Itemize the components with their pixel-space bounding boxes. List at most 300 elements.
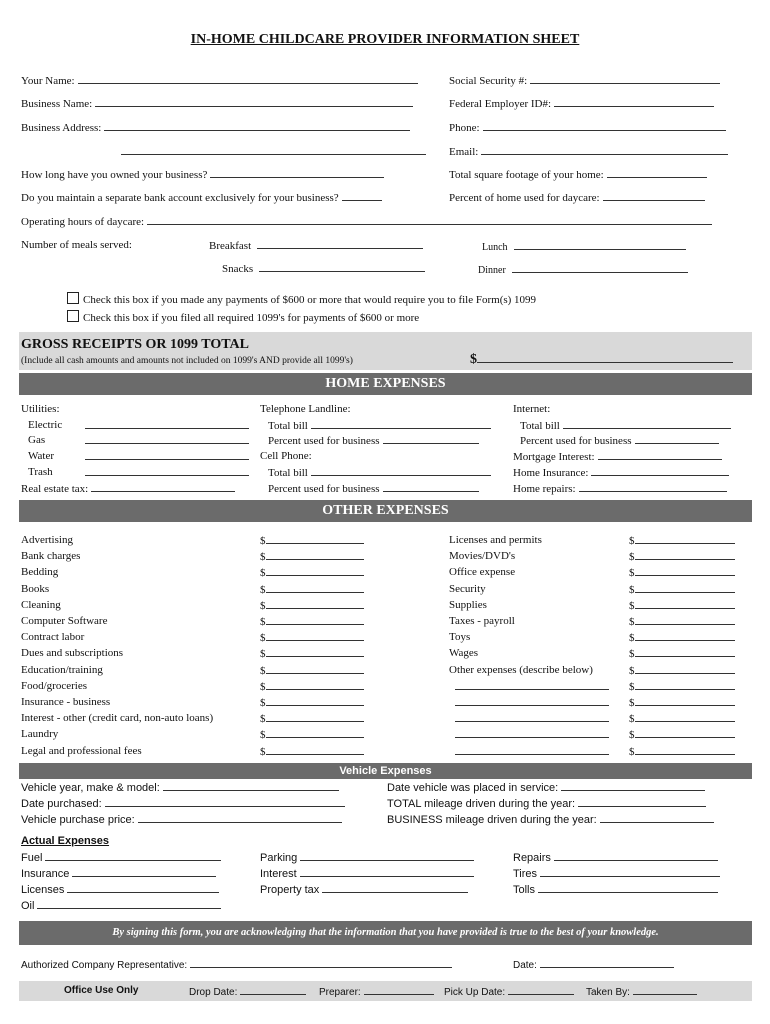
property-tax-row bbox=[260, 883, 468, 896]
other-expense-left-row bbox=[21, 615, 107, 627]
electric-label: Electric bbox=[28, 419, 63, 431]
phone-row bbox=[449, 121, 726, 134]
dollar-sign: $ bbox=[260, 729, 266, 741]
other-expense-left-amount-row bbox=[260, 615, 364, 628]
trash-label: Trash bbox=[28, 466, 53, 478]
other-expense-right-amount-row bbox=[629, 745, 735, 758]
cell-total-field[interactable] bbox=[311, 466, 491, 476]
other-expense-right-label: Wages bbox=[449, 647, 479, 659]
breakfast-label: Breakfast bbox=[209, 240, 252, 252]
taken-by-row bbox=[586, 985, 697, 998]
mortgage-interest-row bbox=[513, 450, 722, 463]
other-expense-left-amount[interactable] bbox=[266, 728, 364, 738]
sign-date-label: Date: bbox=[513, 960, 537, 971]
year-make-model-row bbox=[21, 781, 339, 794]
other-expense-right-label: Taxes - payroll bbox=[449, 615, 515, 627]
gross-receipts-title: GROSS RECEIPTS OR 1099 TOTAL bbox=[21, 337, 249, 352]
other-expense-right-amount[interactable] bbox=[635, 728, 735, 738]
phone-field[interactable] bbox=[483, 121, 726, 131]
drop-date-row bbox=[189, 985, 306, 998]
other-expense-right-amount-row bbox=[629, 664, 735, 677]
cell-percent-row bbox=[268, 482, 479, 495]
other-expense-left-row bbox=[21, 664, 103, 676]
home-insurance-label: Home Insurance: bbox=[513, 467, 589, 479]
other-expense-left-amount[interactable] bbox=[266, 647, 364, 657]
other-expense-right-amount[interactable] bbox=[635, 599, 735, 609]
other-expense-right-row bbox=[449, 534, 542, 546]
home-repairs-label: Home repairs: bbox=[513, 483, 576, 495]
other-expense-right-label: Security bbox=[449, 583, 486, 595]
total-mileage-field[interactable] bbox=[578, 797, 706, 807]
home-insurance-row bbox=[513, 466, 729, 479]
landline-percent-row bbox=[268, 434, 479, 447]
other-expense-right-amount-row bbox=[629, 583, 735, 596]
tolls-field[interactable] bbox=[538, 883, 718, 893]
separate-account-field[interactable] bbox=[342, 191, 382, 201]
other-expense-left-row bbox=[21, 647, 123, 659]
other-expense-right-label: Supplies bbox=[449, 599, 487, 611]
gas-field[interactable] bbox=[85, 434, 249, 444]
parking-row bbox=[260, 851, 474, 864]
other-expense-left-row bbox=[21, 696, 110, 708]
cell-total-row bbox=[268, 466, 491, 479]
business-mileage-label: BUSINESS mileage driven during the year: bbox=[387, 814, 597, 826]
home-expenses-header: HOME EXPENSES bbox=[19, 373, 752, 395]
tel-landline-label: Telephone Landline: bbox=[260, 403, 351, 415]
business-address-line2 bbox=[118, 145, 426, 158]
other-expense-left-label: Interest - other (credit card, non-auto loans) bbox=[21, 712, 214, 724]
trash-field[interactable] bbox=[85, 466, 249, 476]
other-expense-left-amount[interactable] bbox=[266, 615, 364, 625]
other-expense-right-amount-row bbox=[629, 599, 735, 612]
year-make-model-field[interactable] bbox=[163, 781, 339, 791]
other-expense-right-amount-row bbox=[629, 615, 735, 628]
fuel-row bbox=[21, 851, 221, 864]
other-expense-right-row bbox=[449, 615, 515, 627]
oil-row bbox=[21, 899, 221, 912]
business-mileage-row bbox=[387, 813, 714, 826]
internet-total-label: Total bill bbox=[520, 420, 560, 432]
pickup-date-row bbox=[444, 985, 574, 998]
other-expense-left-row bbox=[21, 631, 84, 643]
other-expense-left-label: Books bbox=[21, 583, 50, 595]
cell-phone-label: Cell Phone: bbox=[260, 450, 312, 462]
trash-field-wrap bbox=[82, 466, 249, 479]
gas-field-wrap bbox=[82, 434, 249, 447]
licenses-row bbox=[21, 883, 219, 896]
other-expense-describe-field[interactable] bbox=[455, 696, 609, 706]
business-address-field-2[interactable] bbox=[121, 145, 426, 155]
separate-account-label: Do you maintain a separate bank account exclusively for your business? bbox=[21, 192, 339, 204]
dollar-sign: $ bbox=[260, 681, 266, 693]
tires-label: Tires bbox=[513, 868, 538, 880]
checkbox-1099-required[interactable] bbox=[67, 292, 79, 304]
percent-home-field[interactable] bbox=[603, 191, 705, 201]
sign-date-row bbox=[513, 958, 674, 971]
your-name-label: Your Name: bbox=[21, 75, 75, 87]
dollar-sign: $ bbox=[629, 632, 635, 644]
other-expense-left-amount-row bbox=[260, 550, 364, 563]
other-expense-right-amount[interactable] bbox=[635, 696, 735, 706]
fein-row bbox=[449, 97, 714, 110]
other-expense-right-label: Toys bbox=[449, 631, 471, 643]
dollar-sign: $ bbox=[260, 616, 266, 628]
dollar-sign: $ bbox=[260, 713, 266, 725]
home-repairs-row bbox=[513, 482, 727, 495]
other-expense-right-amount-row bbox=[629, 647, 735, 660]
other-expense-left-amount-row bbox=[260, 631, 364, 644]
real-estate-tax-row bbox=[21, 482, 235, 495]
total-mileage-row bbox=[387, 797, 706, 810]
dollar-sign: $ bbox=[260, 746, 266, 758]
business-address-row bbox=[21, 121, 410, 134]
taken-by-field[interactable] bbox=[633, 985, 697, 995]
other-expense-left-label: Advertising bbox=[21, 534, 73, 546]
other-expense-right-label: Licenses and permits bbox=[449, 534, 542, 546]
dollar-sign: $ bbox=[629, 681, 635, 693]
real-estate-tax-label: Real estate tax: bbox=[21, 483, 89, 495]
fuel-label: Fuel bbox=[21, 852, 43, 864]
dollar-sign: $ bbox=[629, 729, 635, 741]
date-in-service-row bbox=[387, 781, 705, 794]
breakfast-field[interactable] bbox=[257, 239, 423, 249]
other-expense-right-amount[interactable] bbox=[635, 534, 735, 544]
dollar-sign: $ bbox=[629, 648, 635, 660]
other-expense-left-amount[interactable] bbox=[266, 550, 364, 560]
electric-field[interactable] bbox=[85, 419, 249, 429]
sign-date-field[interactable] bbox=[540, 958, 674, 968]
business-mileage-field[interactable] bbox=[600, 813, 714, 823]
date-in-service-field[interactable] bbox=[561, 781, 705, 791]
dollar-sign: $ bbox=[629, 535, 635, 547]
insurance-label: Insurance bbox=[21, 868, 70, 880]
dinner-field[interactable] bbox=[512, 263, 688, 273]
internet-percent-label: Percent used for business bbox=[520, 435, 632, 447]
dollar-sign: $ bbox=[260, 632, 266, 644]
other-expense-left-label: Computer Software bbox=[21, 615, 108, 627]
pickup-date-label: Pick Up Date: bbox=[444, 987, 506, 998]
other-expense-left-amount[interactable] bbox=[266, 745, 364, 755]
other-expense-describe-row bbox=[455, 712, 609, 725]
years-owned-field[interactable] bbox=[210, 168, 384, 178]
other-expense-left-amount-row bbox=[260, 647, 364, 660]
vehicle-expenses-header: Vehicle Expenses bbox=[19, 763, 752, 779]
other-expense-right-amount-row bbox=[629, 712, 735, 725]
dollar-sign: $ bbox=[629, 616, 635, 628]
interest-row bbox=[260, 867, 474, 880]
sqft-label: Total square footage of your home: bbox=[449, 169, 604, 181]
fuel-field[interactable] bbox=[45, 851, 221, 861]
your-name-row bbox=[21, 74, 418, 87]
cell-total-label: Total bill bbox=[268, 467, 308, 479]
other-expense-right-amount[interactable] bbox=[635, 566, 735, 576]
lunch-row bbox=[482, 240, 686, 253]
years-owned-label: How long have you owned your business? bbox=[21, 169, 208, 181]
ssn-row bbox=[449, 74, 720, 87]
other-expense-left-amount[interactable] bbox=[266, 631, 364, 641]
other-expense-left-row bbox=[21, 680, 87, 692]
other-expense-describe-row bbox=[455, 745, 609, 758]
checkbox-1099-required-label: Check this box if you made any payments of $600 or more that would require you to file Form(s) 1099 bbox=[83, 294, 537, 306]
business-name-label: Business Name: bbox=[21, 98, 93, 110]
dinner-label: Dinner bbox=[478, 265, 506, 276]
separate-account-row bbox=[21, 191, 382, 204]
lunch-label: Lunch bbox=[482, 242, 508, 253]
other-expense-left-row bbox=[21, 745, 142, 757]
home-repairs-field[interactable] bbox=[579, 482, 727, 492]
tires-field[interactable] bbox=[540, 867, 720, 877]
rep-signature-field[interactable] bbox=[190, 958, 452, 968]
cell-percent-label: Percent used for business bbox=[268, 483, 380, 495]
year-make-model-label: Vehicle year, make & model: bbox=[21, 782, 160, 794]
email-field[interactable] bbox=[481, 145, 728, 155]
internet-total-row bbox=[520, 419, 731, 432]
other-expense-left-row bbox=[21, 712, 213, 724]
other-expense-describe-field[interactable] bbox=[455, 680, 609, 690]
other-expense-describe-row bbox=[455, 696, 609, 709]
other-expense-right-amount[interactable] bbox=[635, 664, 735, 674]
other-expense-right-amount[interactable] bbox=[635, 712, 735, 722]
internet-percent-field[interactable] bbox=[635, 434, 719, 444]
oil-field[interactable] bbox=[37, 899, 221, 909]
operating-hours-row bbox=[21, 215, 712, 228]
gross-receipts-field[interactable] bbox=[477, 352, 733, 363]
home-insurance-field[interactable] bbox=[591, 466, 729, 476]
meals-label: Number of meals served: bbox=[21, 239, 132, 251]
gross-receipts-amount-row bbox=[470, 352, 733, 368]
other-expense-right-amount[interactable] bbox=[635, 583, 735, 593]
email-label: Email: bbox=[449, 146, 479, 158]
real-estate-tax-field[interactable] bbox=[91, 482, 235, 492]
landline-percent-label: Percent used for business bbox=[268, 435, 380, 447]
other-expense-left-amount-row bbox=[260, 599, 364, 612]
other-expense-left-row bbox=[21, 583, 49, 595]
dollar-sign: $ bbox=[629, 600, 635, 612]
other-expense-right-amount-row bbox=[629, 534, 735, 547]
other-expense-right-label: Office expense bbox=[449, 566, 516, 578]
other-expense-right-row bbox=[449, 583, 486, 595]
other-expense-left-amount[interactable] bbox=[266, 534, 364, 544]
other-expense-left-amount-row bbox=[260, 534, 364, 547]
other-expense-left-label: Education/training bbox=[21, 664, 103, 676]
other-expense-left-amount[interactable] bbox=[266, 566, 364, 576]
other-expense-left-amount[interactable] bbox=[266, 680, 364, 690]
property-tax-field[interactable] bbox=[322, 883, 468, 893]
date-purchased-label: Date purchased: bbox=[21, 798, 102, 810]
dollar-sign: $ bbox=[260, 535, 266, 547]
date-in-service-label: Date vehicle was placed in service: bbox=[387, 782, 559, 794]
breakfast-row bbox=[209, 239, 423, 252]
insurance-row bbox=[21, 867, 216, 880]
tolls-label: Tolls bbox=[513, 884, 536, 896]
other-expense-left-label: Bank charges bbox=[21, 550, 81, 562]
business-name-field[interactable] bbox=[95, 97, 413, 107]
purchase-price-field[interactable] bbox=[138, 813, 342, 823]
other-expense-left-label: Legal and professional fees bbox=[21, 745, 142, 757]
checkbox-row-1099-filed bbox=[67, 310, 419, 324]
insurance-field[interactable] bbox=[72, 867, 216, 877]
other-expense-right-row bbox=[449, 566, 515, 578]
drop-date-field[interactable] bbox=[240, 985, 306, 995]
lunch-field[interactable] bbox=[514, 240, 686, 250]
ssn-field[interactable] bbox=[530, 74, 720, 84]
other-expense-left-label: Contract labor bbox=[21, 631, 85, 643]
water-field-wrap bbox=[82, 450, 249, 463]
electric-field-wrap bbox=[82, 419, 249, 432]
other-expense-left-amount-row bbox=[260, 745, 364, 758]
email-row bbox=[449, 145, 728, 158]
other-expense-right-amount-row bbox=[629, 631, 735, 644]
years-owned-row bbox=[21, 168, 384, 181]
office-use-label: Office Use Only bbox=[64, 985, 139, 996]
other-expense-left-label: Cleaning bbox=[21, 599, 61, 611]
licenses-label: Licenses bbox=[21, 884, 65, 896]
other-expense-left-label: Food/groceries bbox=[21, 680, 87, 692]
other-expense-right-row bbox=[449, 664, 593, 676]
other-expense-describe-field[interactable] bbox=[455, 712, 609, 722]
other-expense-right-amount[interactable] bbox=[635, 550, 735, 560]
gas-label: Gas bbox=[28, 434, 46, 446]
licenses-field[interactable] bbox=[67, 883, 219, 893]
other-expense-describe-field[interactable] bbox=[455, 745, 609, 755]
water-field[interactable] bbox=[85, 450, 249, 460]
signature-statement: By signing this form, you are acknowledging that the information that you have provided is true to the best of your knowledge. bbox=[19, 921, 752, 945]
dollar-sign: $ bbox=[260, 697, 266, 709]
ssn-label: Social Security #: bbox=[449, 75, 528, 87]
other-expense-right-label: Movies/DVD's bbox=[449, 550, 516, 562]
other-expense-left-label: Laundry bbox=[21, 728, 59, 740]
sqft-row bbox=[449, 168, 707, 181]
dollar-sign: $ bbox=[629, 697, 635, 709]
internet-percent-row bbox=[520, 434, 719, 447]
other-expense-right-row bbox=[449, 550, 515, 562]
other-expense-left-amount-row bbox=[260, 680, 364, 693]
gross-receipts-dollar: $ bbox=[470, 352, 477, 367]
percent-home-label: Percent of home used for daycare: bbox=[449, 192, 600, 204]
repairs-row bbox=[513, 851, 718, 864]
tolls-row bbox=[513, 883, 718, 896]
sqft-field[interactable] bbox=[607, 168, 707, 178]
interest-label: Interest bbox=[260, 868, 297, 880]
dollar-sign: $ bbox=[260, 584, 266, 596]
operating-hours-field[interactable] bbox=[147, 215, 712, 225]
fein-label: Federal Employer ID#: bbox=[449, 98, 552, 110]
repairs-field[interactable] bbox=[554, 851, 718, 861]
dollar-sign: $ bbox=[629, 713, 635, 725]
purchase-price-label: Vehicle purchase price: bbox=[21, 814, 135, 826]
other-expense-left-label: Dues and subscriptions bbox=[21, 647, 124, 659]
dollar-sign: $ bbox=[629, 584, 635, 596]
other-expense-left-amount[interactable] bbox=[266, 696, 364, 706]
landline-total-label: Total bill bbox=[268, 420, 308, 432]
other-expense-left-amount-row bbox=[260, 696, 364, 709]
gross-receipts-note: (Include all cash amounts and amounts not included on 1099's AND provide all 1099's) bbox=[21, 356, 353, 366]
page-title: IN-HOME CHILDCARE PROVIDER INFORMATION SHEET bbox=[190, 32, 580, 47]
other-expense-right-amount-row bbox=[629, 696, 735, 709]
actual-expenses-heading: Actual Expenses bbox=[21, 835, 110, 847]
purchase-price-row bbox=[21, 813, 342, 826]
other-expense-right-amount-row bbox=[629, 728, 735, 741]
mortgage-interest-field[interactable] bbox=[598, 450, 722, 460]
other-expense-right-amount-row bbox=[629, 550, 735, 563]
other-expense-describe-row bbox=[455, 728, 609, 741]
drop-date-label: Drop Date: bbox=[189, 987, 238, 998]
other-expense-left-row bbox=[21, 599, 61, 611]
preparer-field[interactable] bbox=[364, 985, 434, 995]
snacks-row bbox=[222, 262, 425, 275]
checkbox-1099-filed-label: Check this box if you filed all required 1099's for payments of $600 or more bbox=[83, 312, 420, 324]
other-expense-left-amount[interactable] bbox=[266, 599, 364, 609]
cell-percent-field[interactable] bbox=[383, 482, 479, 492]
preparer-label: Preparer: bbox=[319, 987, 361, 998]
dollar-sign: $ bbox=[260, 551, 266, 563]
phone-label: Phone: bbox=[449, 122, 480, 134]
other-expense-right-amount-row bbox=[629, 680, 735, 693]
date-purchased-field[interactable] bbox=[105, 797, 345, 807]
dollar-sign: $ bbox=[260, 567, 266, 579]
other-expense-left-amount[interactable] bbox=[266, 664, 364, 674]
other-expense-left-amount-row bbox=[260, 712, 364, 725]
landline-percent-field[interactable] bbox=[383, 434, 479, 444]
other-expense-right-amount-row bbox=[629, 566, 735, 579]
other-expense-left-amount-row bbox=[260, 728, 364, 741]
dollar-sign: $ bbox=[629, 567, 635, 579]
property-tax-label: Property tax bbox=[260, 884, 320, 896]
pickup-date-field[interactable] bbox=[508, 985, 574, 995]
rep-row bbox=[21, 958, 452, 971]
other-expense-left-amount[interactable] bbox=[266, 712, 364, 722]
other-expense-left-label: Insurance - business bbox=[21, 696, 111, 708]
other-expense-right-amount[interactable] bbox=[635, 745, 735, 755]
other-expense-right-amount[interactable] bbox=[635, 647, 735, 657]
water-label: Water bbox=[28, 450, 54, 462]
other-expense-left-amount[interactable] bbox=[266, 583, 364, 593]
other-expense-left-amount-row bbox=[260, 583, 364, 596]
landline-total-field[interactable] bbox=[311, 419, 491, 429]
percent-home-row bbox=[449, 191, 705, 204]
fein-field[interactable] bbox=[554, 97, 714, 107]
business-address-field[interactable] bbox=[104, 121, 410, 131]
interest-field[interactable] bbox=[300, 867, 474, 877]
other-expense-describe-field[interactable] bbox=[455, 728, 609, 738]
business-name-row bbox=[21, 97, 413, 110]
other-expense-right-amount[interactable] bbox=[635, 680, 735, 690]
your-name-field[interactable] bbox=[78, 74, 418, 84]
other-expense-describe-row bbox=[455, 680, 609, 693]
other-expense-right-amount[interactable] bbox=[635, 615, 735, 625]
tires-row bbox=[513, 867, 720, 880]
snacks-label: Snacks bbox=[222, 263, 254, 275]
rep-label: Authorized Company Representative: bbox=[21, 960, 188, 971]
other-expense-left-row bbox=[21, 566, 58, 578]
internet-total-field[interactable] bbox=[563, 419, 731, 429]
other-expense-right-row bbox=[449, 599, 487, 611]
mortgage-interest-label: Mortgage Interest: bbox=[513, 451, 595, 463]
other-expense-left-row bbox=[21, 534, 73, 546]
checkbox-1099-filed[interactable] bbox=[67, 310, 79, 322]
other-expense-right-row bbox=[449, 647, 478, 659]
other-expense-left-label: Bedding bbox=[21, 566, 59, 578]
dollar-sign: $ bbox=[629, 746, 635, 758]
other-expenses-header: OTHER EXPENSES bbox=[19, 500, 752, 522]
total-mileage-label: TOTAL mileage driven during the year: bbox=[387, 798, 576, 810]
parking-field[interactable] bbox=[300, 851, 474, 861]
other-expense-right-amount[interactable] bbox=[635, 631, 735, 641]
dollar-sign: $ bbox=[629, 665, 635, 677]
oil-label: Oil bbox=[21, 900, 35, 912]
snacks-field[interactable] bbox=[259, 262, 425, 272]
other-expense-left-row bbox=[21, 728, 58, 740]
